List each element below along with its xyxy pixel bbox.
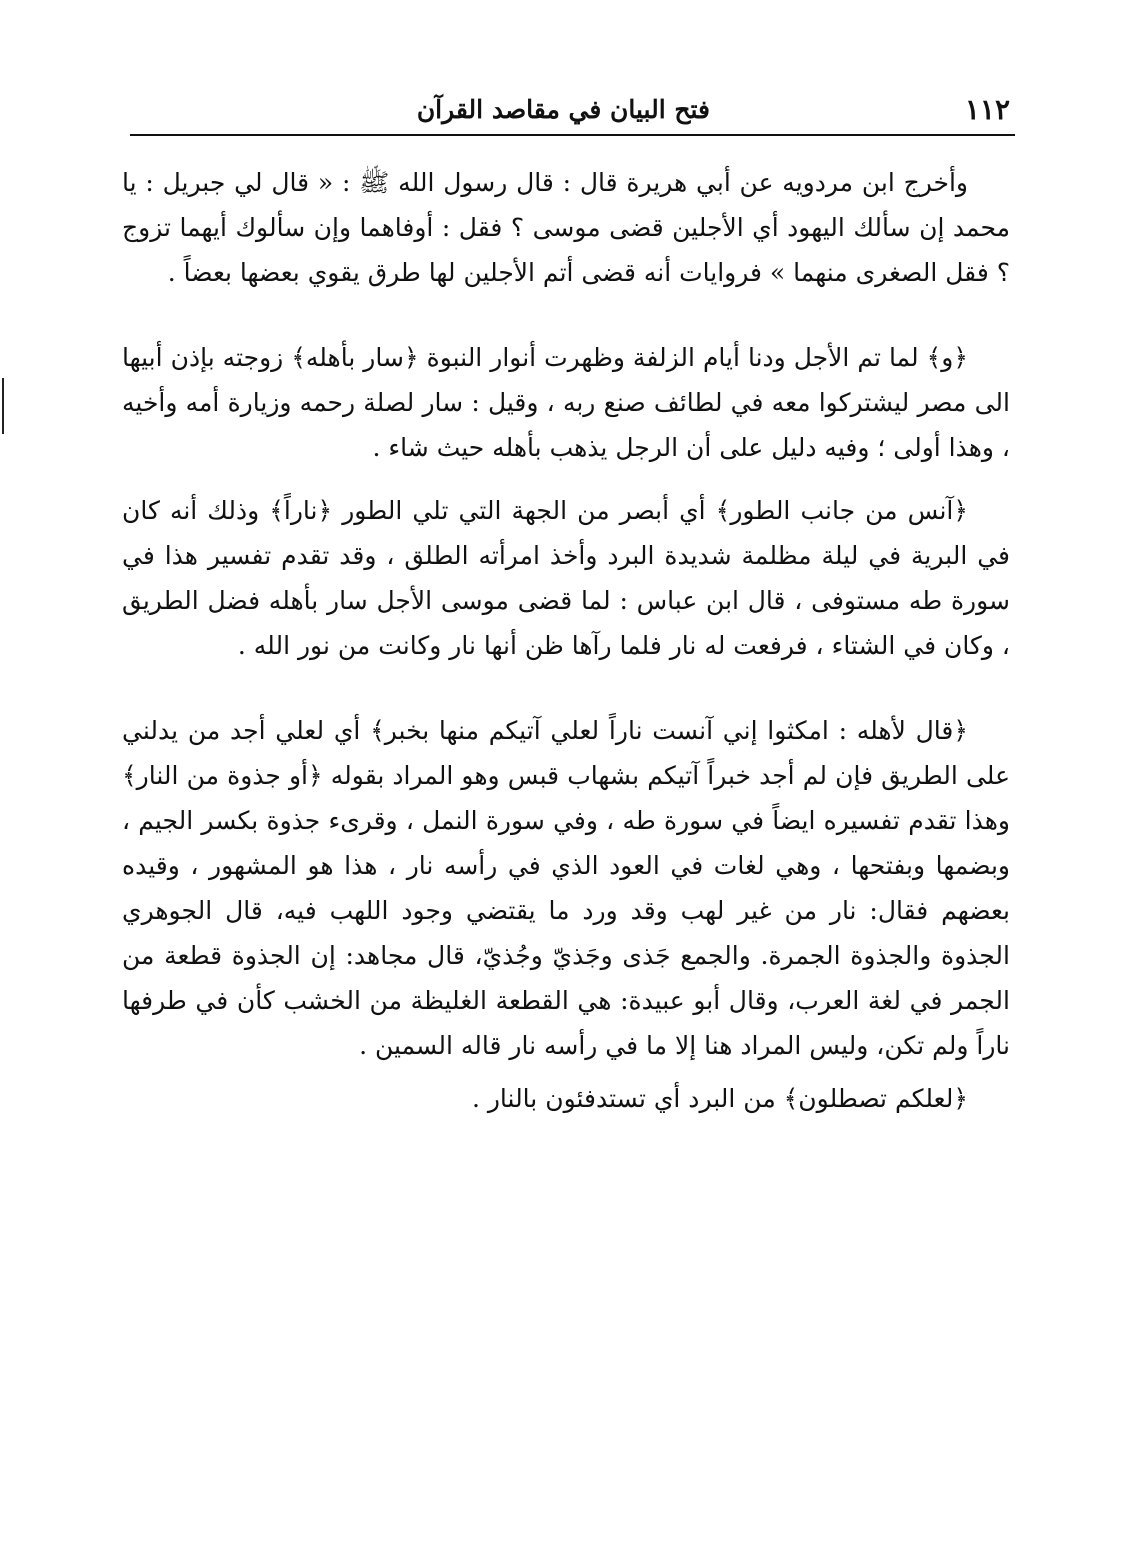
paragraph-anasa-naran: ﴿آنس من جانب الطور﴾ أي أبصر من الجهة التي تلي الطور ﴿ناراً﴾ وذلك أنه كان في البرية في ليلة مظلمة شديدة البرد وأخذ امرأته الطلق ، وقد تقدم تفسير هذا في سورة طه مستوفى ، قال ابن عباس : لما قضى موسى الأجل سار بأهله فضل الطريق ، وكان في الشتاء ، فرفعت له نار فلما رآها ظن أنها نار وكانت من نور الله . [122, 496, 1010, 660]
margin-mark [2, 378, 4, 434]
running-title: فتح البيان في مقاصد القرآن [416, 95, 710, 124]
page-header [130, 92, 1010, 132]
paragraph-hadith: وأخرج ابن مردويه عن أبي هريرة قال : قال رسول الله ﷺ : « قال لي جبريل : يا محمد إن سألك اليهود أي الأجلين قضى موسى ؟ فقل : أوفاهما وإن سألوك أيهما تزوج ؟ فقل الصغرى منهما » فروايات أنه قضى أتم الأجلين لها طرق يقوي بعضها بعضاً . [122, 168, 1010, 287]
body-text [122, 160, 1010, 1121]
paragraph-tastalun: ﴿لعلكم تصطلون﴾ من البرد أي تستدفئون بالنار . [471, 1084, 968, 1113]
paragraph-jadhwa: ﴿قال لأهله : امكثوا إني آنست ناراً لعلي آتيكم منها بخبر﴾ أي لعلي أجد من يدلني على الطريق فإن لم أجد خبراً آتيكم بشهاب قبس وهو المراد بقوله ﴿أو جذوة من النار﴾ وهذا تقدم تفسيره ايضاً في سورة طه ، وفي سورة النمل ، وقرىء جذوة بكسر الجيم ، وبضمها وبفتحها ، وهي لغات في العود الذي في رأسه نار ، هذا هو المشهور ، وقيده بعضهم فقال: نار من غير لهب وقد ورد ما يقتضي وجود اللهب فيه، قال الجوهري الجذوة والجذوة الجمرة. والجمع جَذى وجَذيّ وجُذيّ، قال مجاهد: إن الجذوة قطعة من الجمر في لغة العرب، وقال أبو عبيدة: هي القطعة الغليظة من الخشب كأن في طرفها ناراً ولم تكن، وليس المراد هنا إلا ما في رأسه نار قاله السمين . [122, 716, 1010, 1060]
header-rule [130, 134, 1015, 136]
paragraph-sara-bi-ahlihi: ﴿و﴾ لما تم الأجل ودنا أيام الزلفة وظهرت أنوار النبوة ﴿سار بأهله﴾ زوجته بإذن أبيها الى مصر ليشتركوا معه في لطائف صنع ربه ، وقيل : سار لصلة رحمه وزيارة أمه وأخيه ، وهذا أولى ؛ وفيه دليل على أن الرجل يذهب بأهله حيث شاء . [122, 343, 1010, 462]
page-number: ١١٢ [964, 93, 1010, 126]
